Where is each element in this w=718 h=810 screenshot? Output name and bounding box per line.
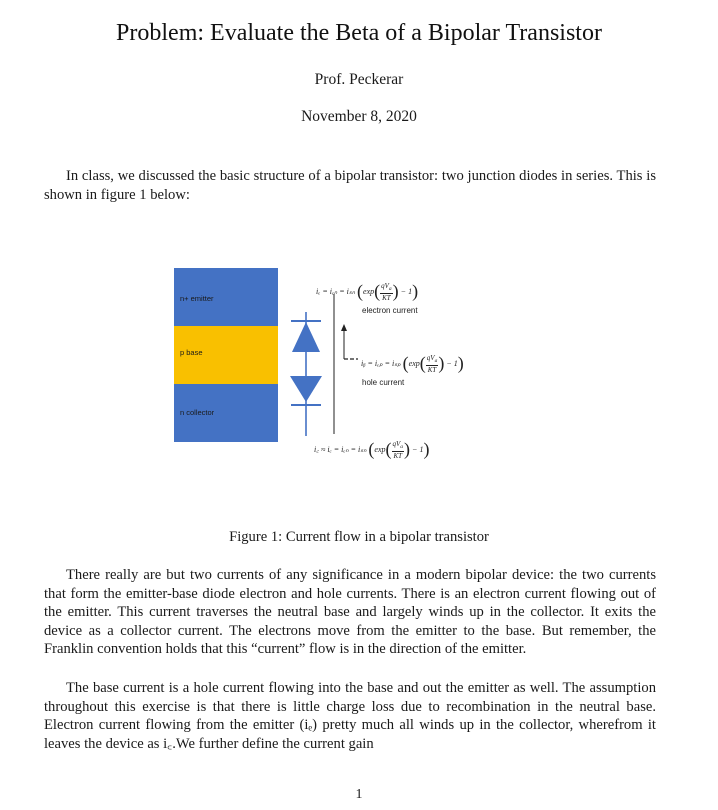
hole-current-label: hole current (362, 378, 405, 387)
paragraph-currents: There really are but two currents of any significance in a modern bipolar device: the two currents that form the emitter-base diode electron and hole currents. There is an electron current flowing out of the emitter. This current traverses the neutral base and largely winds up in the collector. It exits the device as a collector current. The electrons move from the emitter to the base. But remember, the Franklin convention holds that this “current” flow is in the direction of the emitter. (44, 567, 656, 658)
eq1-num-sub: a (388, 286, 392, 293)
eq2-paren-open-2: ( (419, 353, 426, 373)
eq1-fraction (380, 282, 393, 302)
author: Prof. Peckerar (314, 71, 404, 88)
eq1-exp: exp (363, 287, 375, 296)
eq1-paren-open-2: ( (374, 281, 381, 301)
eq3-den: KT (393, 452, 403, 461)
eq2-fraction (426, 354, 439, 374)
eq1-paren-open: ( (357, 281, 364, 301)
eq1-lhs: iₑ = iₑₙ = iₛₙ (316, 287, 356, 296)
eq1-minus-one: − 1 (400, 287, 413, 296)
eq3-num-sub: a (400, 444, 404, 451)
eq3-lhs: i꜀ ≈ iₑ = iₑₙ = iₛₙ (314, 445, 367, 454)
eq2-paren-close: ) (457, 353, 464, 373)
eq1-paren-close-2: ) (392, 281, 399, 301)
eq2-paren-open: ( (402, 353, 409, 373)
eq2-num: qV (426, 354, 435, 363)
eq2-exp: exp (408, 359, 420, 368)
eq3-paren-open: ( (368, 439, 375, 459)
eq2-minus-one: − 1 (446, 359, 458, 368)
figure-caption: Figure 1: Current flow in a bipolar transistor (229, 529, 489, 545)
diode-lower-icon (290, 376, 322, 402)
eq1-paren-close: ) (412, 281, 419, 301)
equation-base-current (361, 353, 464, 374)
eq3-paren-open-2: ( (385, 439, 392, 459)
paper-title: Problem: Evaluate the Beta of a Bipolar Transistor (116, 20, 602, 46)
eq1-num: qV (381, 282, 389, 291)
paragraph-intro: In class, we discussed the basic structure of a bipolar transistor: two junction diodes in series. This is shown in figure 1 below: (44, 168, 656, 203)
equation-collector-current (314, 439, 429, 460)
base-layer: p base (174, 326, 278, 384)
page-number: 1 (355, 787, 363, 802)
diode-upper-icon (292, 322, 320, 352)
eq3-exp: exp (374, 445, 386, 454)
eq2-paren-close-2: ) (438, 353, 445, 373)
electron-current-label: electron current (362, 306, 418, 315)
eq2-den: KT (427, 366, 437, 375)
eq1-den: KT (382, 294, 391, 303)
eq3-paren-close-2: ) (404, 439, 411, 459)
electron-arrow-head (341, 324, 347, 331)
date: November 8, 2020 (301, 108, 417, 125)
eq3-paren-close: ) (423, 439, 430, 459)
emitter-layer: n+ emitter (174, 268, 278, 326)
eq3-minus-one: − 1 (412, 445, 424, 454)
eq3-fraction (392, 440, 405, 460)
eq2-lhs: iᵦ = iₑₚ = iₛₚ (361, 359, 401, 368)
collector-layer: n collector (174, 384, 278, 442)
eq3-num: qV (392, 440, 401, 449)
eq2-num-sub: a (434, 358, 438, 365)
equation-emitter-current (316, 281, 418, 302)
paragraph-base-current: The base current is a hole current flowing into the base and out the emitter as well. The assumption throughout this exercise is that there is little charge loss due to recombination in the neutral base. Electron current flowing from the emitter (iₑ) pretty much all winds up in the collector, wherefrom it leaves the device as i꜀.We further define the current gain (44, 680, 656, 752)
